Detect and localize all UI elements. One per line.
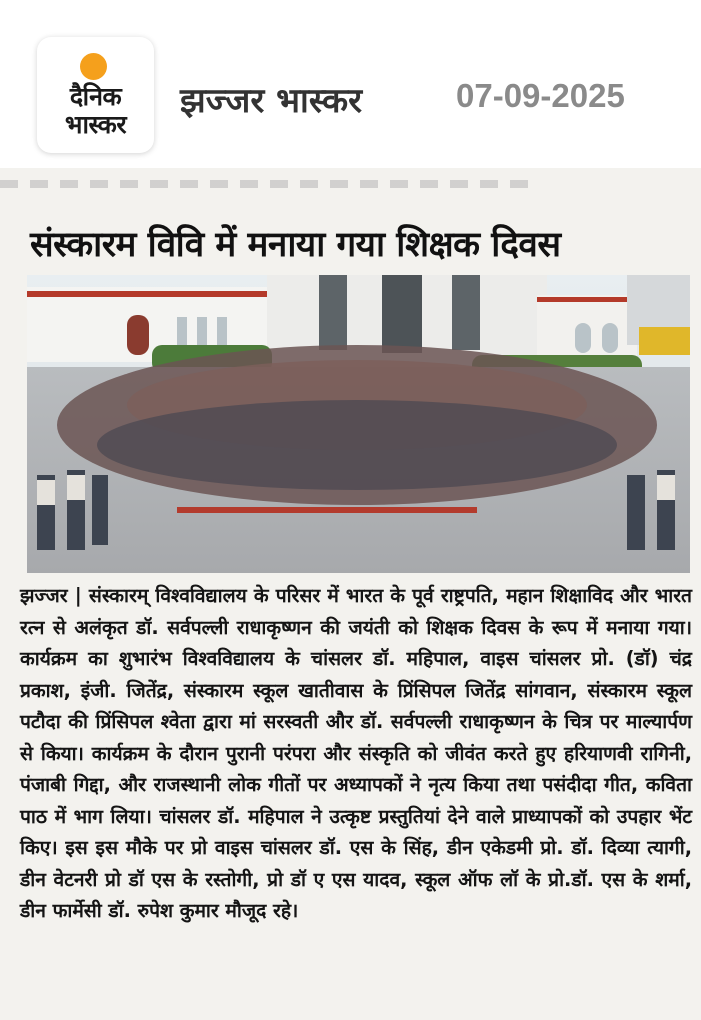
edition-date: 07-09-2025 (456, 77, 625, 114)
article-body (20, 580, 692, 927)
article-body-text: संस्कारम् विश्वविद्यालय के परिसर में भारत के पूर्व राष्ट्रपति, महान शिक्षाविद और भारत रत्न से अलंकृत डॉ. सर्वपल्ली राधाकृष्णन की जयंती को शिक्षक दिवस के रूप में मनाया गया। कार्यक्रम का शुभारंभ विश्वविद्यालय के चांसलर डॉ. महिपाल, वाइस चांसलर प्रो. (डॉ) चंद्र प्रकाश, इंजी. जितेंद्र, संस्कारम स्कूल खातीवास के प्रिंसिपल जितेंद्र सांगवान, संस्कारम स्कूल पटौदा की प्रिंसिपल श्वेता द्वारा मां सरस्वती और डॉ. सर्वपल्ली राधाकृष्णन के चित्र पर माल्यार्पण से किया। कार्यक्रम के दौरान पुरानी परंपरा और संस्कृति को जीवंत करते हुए हरियाणवी रागिनी, पंजाबी गिद्दा, और राजस्थानी लोक गीतों पर अध्यापकों ने नृत्य किया तथा पसंदीदा गीत, कविता पाठ में भाग लिया। चांसलर डॉ. महिपाल ने उत्कृष्ट प्रस्तुतियां देने वाले प्राध्यापकों को उपहार भेंट किए। इस इस मौके पर प्रो वाइस चांसलर डॉ. एस के सिंह, डीन एकेडमी प्रो. डॉ. दिव्या त्यागी, डीन वेटनरी प्रो डॉ एस के रस्तोगी, प्रो डॉ ए एस यादव, स्कूल ऑफ लॉ के प्रो.डॉ. एस के शर्मा, डीन फार्मेसी डॉ. रुपेश कुमार मौजूद रहे। (20, 584, 692, 922)
clipping-edge (0, 180, 540, 188)
dainik-bhaskar-logo (37, 37, 154, 153)
article-dateline: झज्जर (20, 584, 68, 607)
sun-icon (80, 53, 107, 80)
bus (639, 327, 690, 355)
group-photo (27, 275, 690, 573)
red-carpet (177, 507, 477, 513)
logo-text-dainik: दैनिक (69, 82, 122, 111)
edition-title: झज्जर भास्कर (180, 81, 363, 121)
article-headline: संस्कारम विवि में मनाया गया शिक्षक दिवस (30, 225, 561, 265)
logo-text-bhaskar: भास्कर (64, 110, 127, 139)
dateline-separator: | (74, 584, 82, 607)
news-clipping (0, 168, 701, 1020)
